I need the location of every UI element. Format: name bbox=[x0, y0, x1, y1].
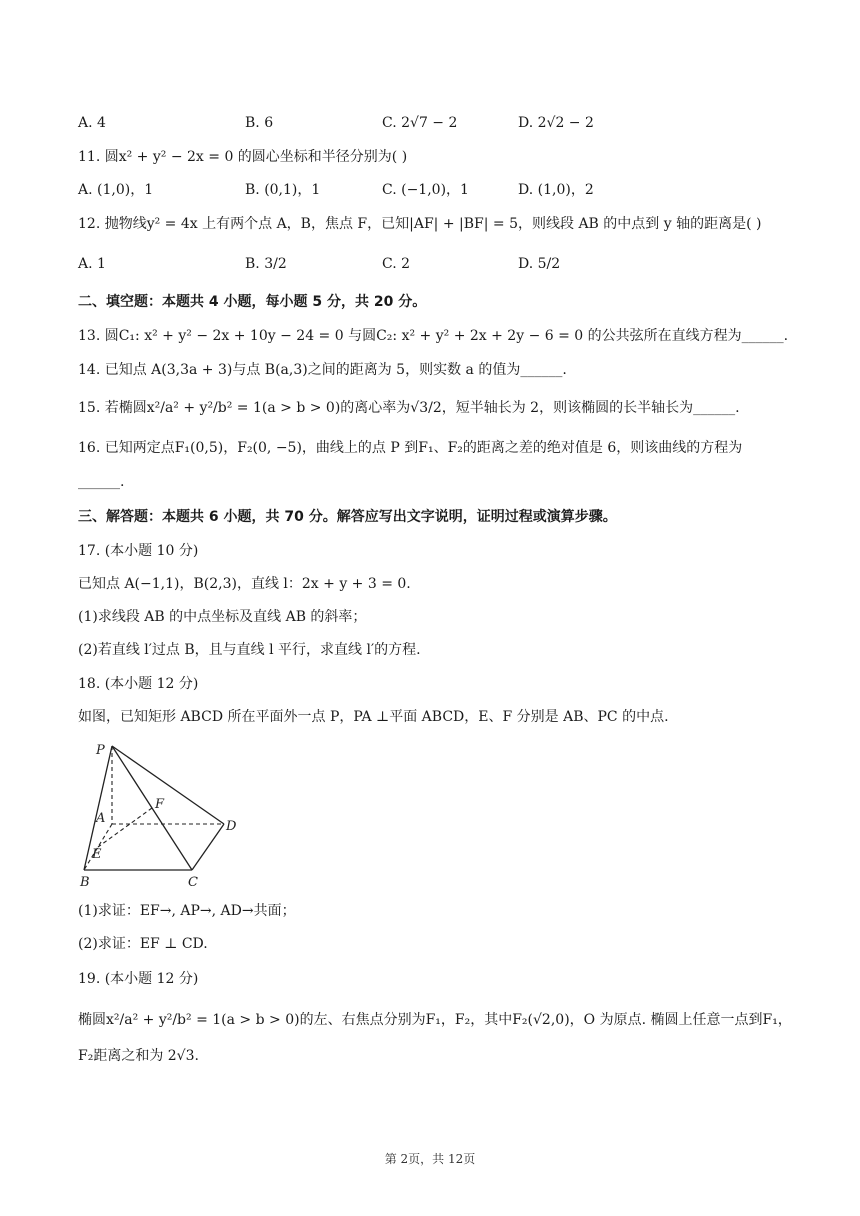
q11-option-a: A. (1,0)，1 bbox=[78, 182, 154, 198]
q10-option-b: B. 6 bbox=[245, 115, 274, 131]
label-b: B bbox=[80, 875, 90, 890]
q11-option-b: B. (0,1)，1 bbox=[245, 182, 321, 198]
label-e: E bbox=[92, 847, 102, 862]
section-solution-heading: 三、解答题：本题共 6 小题，共 70 分。解答应写出文字说明，证明过程或演算步骤。 bbox=[78, 509, 617, 525]
q19-line2: F₂距离之和为 2√3. bbox=[78, 1048, 199, 1064]
label-a: A bbox=[96, 811, 106, 826]
q11-stem: 11. 圆x² + y² − 2x = 0 的圆心坐标和半径分别为( ) bbox=[78, 149, 408, 165]
label-p: P bbox=[96, 743, 105, 758]
q17-given: 已知点 A(−1,1)，B(2,3)，直线 l：2x + y + 3 = 0. bbox=[78, 576, 411, 592]
q11-option-d: D. (1,0)，2 bbox=[518, 182, 594, 198]
q12-option-b: B. 3/2 bbox=[245, 256, 287, 272]
pyramid-figure bbox=[78, 740, 243, 890]
q19-line1: 椭圆x²/a² + y²/b² = 1(a > b > 0)的左、右焦点分别为F₁，F₂，其中F₂(√2,0)，O 为原点. 椭圆上任意一点到F₁， bbox=[78, 1012, 792, 1028]
q17-title: 17. (本小题 10 分) bbox=[78, 543, 199, 559]
q11-option-c: C. (−1,0)，1 bbox=[382, 182, 469, 198]
q17-part1: (1)求线段 AB 的中点坐标及直线 AB 的斜率； bbox=[78, 609, 367, 625]
q10-option-d: D. 2√2 − 2 bbox=[518, 115, 594, 131]
q18-given: 如图，已知矩形 ABCD 所在平面外一点 P，PA ⊥平面 ABCD，E、F 分别是 AB、PC 的中点. bbox=[78, 709, 669, 725]
q12-option-c: C. 2 bbox=[382, 256, 411, 272]
q10-option-a: A. 4 bbox=[78, 115, 106, 131]
q18-part2: (2)求证：EF ⊥ CD. bbox=[78, 936, 208, 952]
page-footer: 第 2页，共 12页 bbox=[384, 1152, 476, 1166]
q12-stem: 12. 抛物线y² = 4x 上有两个点 A，B，焦点 F，已知|AF| + |BF| = 5，则线段 AB 的中点到 y 轴的距离是( ) bbox=[78, 216, 762, 232]
q16-text: 16. 已知两定点F₁(0,5)，F₂(0, −5)，曲线上的点 P 到F₁、F₂的距离之差的绝对值是 6，则该曲线的方程为 bbox=[78, 440, 743, 456]
q10-option-c: C. 2√7 − 2 bbox=[382, 115, 458, 131]
label-c: C bbox=[188, 875, 198, 890]
q18-part1: (1)求证：EF→, AP→, AD→共面； bbox=[78, 903, 296, 919]
q15-text: 15. 若椭圆x²/a² + y²/b² = 1(a > b > 0)的离心率为√3/2，短半轴长为 2，则该椭圆的长半轴长为______. bbox=[78, 400, 740, 416]
q12-option-d: D. 5/2 bbox=[518, 256, 561, 272]
q19-title: 19. (本小题 12 分) bbox=[78, 971, 199, 987]
q13-text: 13. 圆C₁: x² + y² − 2x + 10y − 24 = 0 与圆C₂: x² + y² + 2x + 2y − 6 = 0 的公共弦所在直线方程为______. bbox=[78, 328, 789, 344]
q18-title: 18. (本小题 12 分) bbox=[78, 676, 199, 692]
q14-text: 14. 已知点 A(3,3a + 3)与点 B(a,3)之间的距离为 5，则实数 a 的值为______. bbox=[78, 362, 567, 378]
label-f: F bbox=[155, 797, 165, 812]
q16-text-cont: ______. bbox=[78, 474, 125, 490]
q12-option-a: A. 1 bbox=[78, 256, 106, 272]
label-d: D bbox=[226, 819, 237, 834]
q17-part2: (2)若直线 l′过点 B，且与直线 l 平行，求直线 l′的方程. bbox=[78, 642, 421, 658]
section-fill-in-heading: 二、填空题：本题共 4 小题，每小题 5 分，共 20 分。 bbox=[78, 294, 427, 310]
